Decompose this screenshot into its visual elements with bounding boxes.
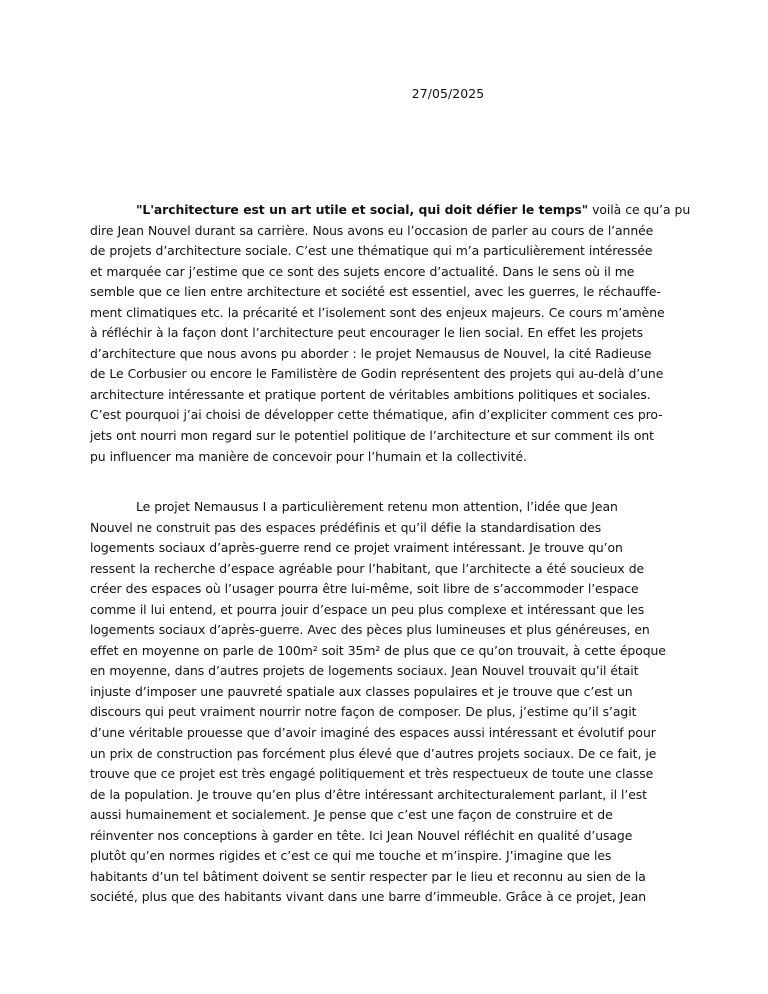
paragraph-nemausus xyxy=(90,497,690,908)
paragraph-line: ressent la recherche d’espace agréable pour l’habitant, que l’architecte a été soucieux de xyxy=(90,560,645,576)
paragraph-line: ment climatiques etc. la précarité et l’isolement sont des enjeux majeurs. Ce cours m’amène xyxy=(90,304,665,320)
paragraph-line: aussi humainement et socialement. Je pense que c’est une façon de construire et de xyxy=(90,807,613,823)
paragraph-line: Nouvel ne construit pas des espaces prédéfinis et qu’il défie la standardisation des xyxy=(90,519,602,535)
paragraph-line: logements sociaux d’après-guerre rend ce projet vraiment intéressant. Je trouve qu’on xyxy=(90,540,623,556)
paragraph-intro xyxy=(90,200,690,467)
paragraph-line: à réfléchir à la façon dont l’architecture peut encourager le lien social. En effet les projets xyxy=(90,325,644,341)
paragraph-line: plutôt qu’en normes rigides et c’est ce qui me touche et m’inspire. J’imagine que les xyxy=(90,848,612,864)
paragraph-line: logements sociaux d’après-guerre. Avec des pèces plus lumineuses et plus généreuses, en xyxy=(90,622,650,638)
paragraph-line: d’une véritable prouesse que d’avoir imaginé des espaces aussi intéressant et évolutif pour xyxy=(90,725,656,741)
paragraph-line: injuste d’imposer une pauvreté spatiale aux classes populaires et je trouve que c’est un xyxy=(90,683,633,699)
paragraph-line: et marquée car j’estime que ce sont des sujets encore d’actualité. Dans le sens où il me xyxy=(90,263,635,279)
quote-text: "L'architecture est un art utile et social, qui doit défier le temps" xyxy=(136,202,589,217)
paragraph-line: en moyenne, dans d’autres projets de logements sociaux. Jean Nouvel trouvait qu’il était xyxy=(90,663,639,679)
paragraph-line: effet en moyenne on parle de 100m² soit 35m² de plus que ce qu’on trouvait, à cette époque xyxy=(90,642,666,658)
paragraph-line: société, plus que des habitants vivant dans une barre d’immeuble. Grâce à ce projet, Jean xyxy=(90,889,647,905)
paragraph-line: pu influencer ma manière de concevoir pour l’humain et la collectivité. xyxy=(90,448,527,464)
paragraph-line: habitants d’un tel bâtiment doivent se sentir respecter par le lieu et reconnu au sien de la xyxy=(90,868,646,884)
paragraph-line: comme il lui entend, et pourra jouir d’espace un peu plus complexe et intéressant que les xyxy=(90,601,645,617)
paragraph-line xyxy=(90,200,690,221)
paragraph-line: réinventer nos conceptions à garder en tête. Ici Jean Nouvel réfléchit en qualité d’usage xyxy=(90,827,633,843)
paragraph-line: C’est pourquoi j’ai choisi de développer cette thématique, afin d’expliciter comment ces pro- xyxy=(90,407,663,423)
paragraph-line: discours qui peut vraiment nourrir notre façon de composer. De plus, j’estime qu’il s’agit xyxy=(90,704,637,720)
paragraph-line: architecture intéressante et pratique portent de véritables ambitions politiques et sociales. xyxy=(90,386,651,402)
paragraph-line: un prix de construction pas forcément plus élevé que d’autres projets sociaux. De ce fait, je xyxy=(90,745,657,761)
document-date: 27/05/2025 xyxy=(411,86,485,101)
paragraph-line: de Le Corbusier ou encore le Familistère de Godin représentent des projets qui au-delà d’une xyxy=(90,366,664,382)
paragraph-line: trouve que ce projet est très engagé politiquement et très respectueux de toute une classe xyxy=(90,766,654,782)
quote-attribution: voilà ce qu’a pu xyxy=(588,202,691,217)
paragraph-line: de la population. Je trouve qu’en plus d’être intéressant architecturalement parlant, il l’est xyxy=(90,786,647,802)
paragraph-line: dire Jean Nouvel durant sa carrière. Nous avons eu l’occasion de parler au cours de l’année xyxy=(90,222,654,238)
paragraph-line: jets ont nourri mon regard sur le potentiel politique de l’architecture et sur comment ils ont xyxy=(90,428,654,444)
paragraph-line: créer des espaces où l’usager pourra être lui-même, soit libre de s’accommoder l’espace xyxy=(90,581,639,597)
paragraph-line: Le projet Nemausus I a particulièrement retenu mon attention, l’idée que Jean xyxy=(136,499,618,514)
paragraph-line: d’architecture que nous avons pu aborder : le projet Nemausus de Nouvel, la cité Radieuse xyxy=(90,345,652,361)
paragraph-line: de projets d’architecture sociale. C’est une thématique qui m’a particulièrement intéressée xyxy=(90,243,653,259)
paragraph-line: semble que ce lien entre architecture et société est essentiel, avec les guerres, le réchauffe- xyxy=(90,284,661,300)
